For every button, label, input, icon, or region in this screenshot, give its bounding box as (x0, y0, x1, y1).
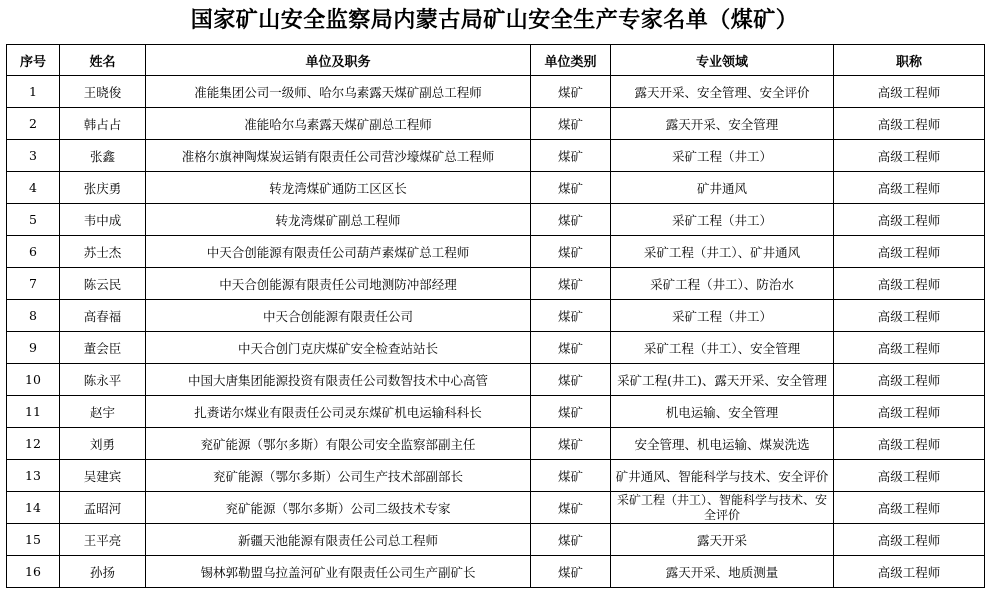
header-name: 姓名 (60, 45, 146, 76)
cell-rank: 高级工程师 (834, 204, 985, 236)
cell-unit: 新疆天池能源有限责任公司总工程师 (146, 524, 531, 556)
cell-unit: 兖矿能源（鄂尔多斯）有限公司安全监察部副主任 (146, 428, 531, 460)
cell-name: 韦中成 (60, 204, 146, 236)
cell-rank: 高级工程师 (834, 268, 985, 300)
table-row (7, 300, 985, 332)
table-row (7, 428, 985, 460)
cell-category: 煤矿 (531, 236, 611, 268)
cell-name: 高春福 (60, 300, 146, 332)
header-field: 专业领域 (611, 45, 834, 76)
cell-rank: 高级工程师 (834, 428, 985, 460)
cell-field: 露天开采、安全管理 (611, 108, 834, 140)
cell-rank: 高级工程师 (834, 364, 985, 396)
cell-unit: 中天合创门克庆煤矿安全检查站站长 (146, 332, 531, 364)
cell-field: 安全管理、机电运输、煤炭洗选 (611, 428, 834, 460)
table-row (7, 524, 985, 556)
cell-category: 煤矿 (531, 76, 611, 108)
cell-no: 6 (7, 236, 60, 268)
cell-field: 采矿工程（井工）、防治水 (611, 268, 834, 300)
cell-name: 赵宇 (60, 396, 146, 428)
cell-category: 煤矿 (531, 204, 611, 236)
cell-rank: 高级工程师 (834, 460, 985, 492)
header-category: 单位类别 (531, 45, 611, 76)
cell-no: 4 (7, 172, 60, 204)
table-row (7, 236, 985, 268)
cell-field: 采矿工程（井工） (611, 300, 834, 332)
cell-category: 煤矿 (531, 492, 611, 524)
cell-field: 采矿工程(井工)、露天开采、安全管理 (611, 364, 834, 396)
cell-unit: 中天合创能源有限责任公司葫芦素煤矿总工程师 (146, 236, 531, 268)
cell-no: 11 (7, 396, 60, 428)
cell-unit: 中天合创能源有限责任公司地测防冲部经理 (146, 268, 531, 300)
header-rank: 职称 (834, 45, 985, 76)
cell-name: 孟昭河 (60, 492, 146, 524)
cell-field: 采矿工程（井工）、安全管理 (611, 332, 834, 364)
cell-unit: 转龙湾煤矿副总工程师 (146, 204, 531, 236)
cell-name: 苏士杰 (60, 236, 146, 268)
cell-field: 矿井通风 (611, 172, 834, 204)
cell-rank: 高级工程师 (834, 140, 985, 172)
cell-no: 1 (7, 76, 60, 108)
table-row (7, 364, 985, 396)
table-row (7, 332, 985, 364)
table-row (7, 492, 985, 524)
table-row (7, 76, 985, 108)
table-row (7, 172, 985, 204)
cell-no: 12 (7, 428, 60, 460)
cell-name: 陈永平 (60, 364, 146, 396)
cell-category: 煤矿 (531, 172, 611, 204)
cell-category: 煤矿 (531, 140, 611, 172)
cell-rank: 高级工程师 (834, 556, 985, 588)
cell-unit: 兖矿能源（鄂尔多斯）公司二级技术专家 (146, 492, 531, 524)
cell-unit: 兖矿能源（鄂尔多斯）公司生产技术部副部长 (146, 460, 531, 492)
cell-name: 张鑫 (60, 140, 146, 172)
cell-unit: 中国大唐集团能源投资有限责任公司数智技术中心高管 (146, 364, 531, 396)
table-row (7, 140, 985, 172)
table-body (7, 76, 985, 588)
cell-field: 露天开采 (611, 524, 834, 556)
cell-category: 煤矿 (531, 108, 611, 140)
cell-category: 煤矿 (531, 268, 611, 300)
cell-field: 采矿工程（井工）、智能科学与技术、安全评价 (611, 492, 834, 524)
cell-field: 采矿工程（井工） (611, 204, 834, 236)
cell-no: 9 (7, 332, 60, 364)
cell-category: 煤矿 (531, 396, 611, 428)
cell-unit: 转龙湾煤矿通防工区区长 (146, 172, 531, 204)
cell-rank: 高级工程师 (834, 332, 985, 364)
cell-category: 煤矿 (531, 428, 611, 460)
cell-no: 14 (7, 492, 60, 524)
cell-no: 7 (7, 268, 60, 300)
table-row (7, 460, 985, 492)
cell-rank: 高级工程师 (834, 300, 985, 332)
cell-name: 王平亮 (60, 524, 146, 556)
cell-no: 2 (7, 108, 60, 140)
cell-no: 16 (7, 556, 60, 588)
cell-unit: 准能集团公司一级师、哈尔乌素露天煤矿副总工程师 (146, 76, 531, 108)
cell-no: 10 (7, 364, 60, 396)
header-no: 序号 (7, 45, 60, 76)
cell-no: 13 (7, 460, 60, 492)
cell-name: 陈云民 (60, 268, 146, 300)
cell-rank: 高级工程师 (834, 108, 985, 140)
cell-no: 3 (7, 140, 60, 172)
cell-field: 采矿工程（井工）、矿井通风 (611, 236, 834, 268)
cell-field: 矿井通风、智能科学与技术、安全评价 (611, 460, 834, 492)
cell-rank: 高级工程师 (834, 172, 985, 204)
cell-unit: 准能哈尔乌素露天煤矿副总工程师 (146, 108, 531, 140)
table-row (7, 556, 985, 588)
cell-category: 煤矿 (531, 460, 611, 492)
cell-rank: 高级工程师 (834, 76, 985, 108)
cell-rank: 高级工程师 (834, 396, 985, 428)
cell-field: 采矿工程（井工） (611, 140, 834, 172)
cell-name: 王晓俊 (60, 76, 146, 108)
table-row (7, 396, 985, 428)
cell-category: 煤矿 (531, 524, 611, 556)
cell-field: 露天开采、地质测量 (611, 556, 834, 588)
cell-category: 煤矿 (531, 332, 611, 364)
cell-unit: 中天合创能源有限责任公司 (146, 300, 531, 332)
cell-name: 孙扬 (60, 556, 146, 588)
cell-name: 董会臣 (60, 332, 146, 364)
header-unit: 单位及职务 (146, 45, 531, 76)
cell-rank: 高级工程师 (834, 236, 985, 268)
cell-no: 15 (7, 524, 60, 556)
cell-field: 露天开采、安全管理、安全评价 (611, 76, 834, 108)
cell-category: 煤矿 (531, 364, 611, 396)
cell-unit: 锡林郭勒盟乌拉盖河矿业有限责任公司生产副矿长 (146, 556, 531, 588)
cell-unit: 扎赉诺尔煤业有限责任公司灵东煤矿机电运输科科长 (146, 396, 531, 428)
expert-table (6, 44, 985, 588)
cell-field: 机电运输、安全管理 (611, 396, 834, 428)
cell-name: 刘勇 (60, 428, 146, 460)
table-row (7, 108, 985, 140)
cell-no: 8 (7, 300, 60, 332)
cell-category: 煤矿 (531, 556, 611, 588)
cell-category: 煤矿 (531, 300, 611, 332)
table-row (7, 268, 985, 300)
header-row (7, 45, 985, 76)
cell-unit: 准格尔旗神陶煤炭运销有限责任公司营沙壕煤矿总工程师 (146, 140, 531, 172)
cell-no: 5 (7, 204, 60, 236)
cell-name: 张庆勇 (60, 172, 146, 204)
cell-rank: 高级工程师 (834, 492, 985, 524)
page-title: 国家矿山安全监察局内蒙古局矿山安全生产专家名单（煤矿） (190, 8, 799, 33)
cell-name: 韩占占 (60, 108, 146, 140)
table-row (7, 204, 985, 236)
cell-name: 吴建宾 (60, 460, 146, 492)
cell-rank: 高级工程师 (834, 524, 985, 556)
